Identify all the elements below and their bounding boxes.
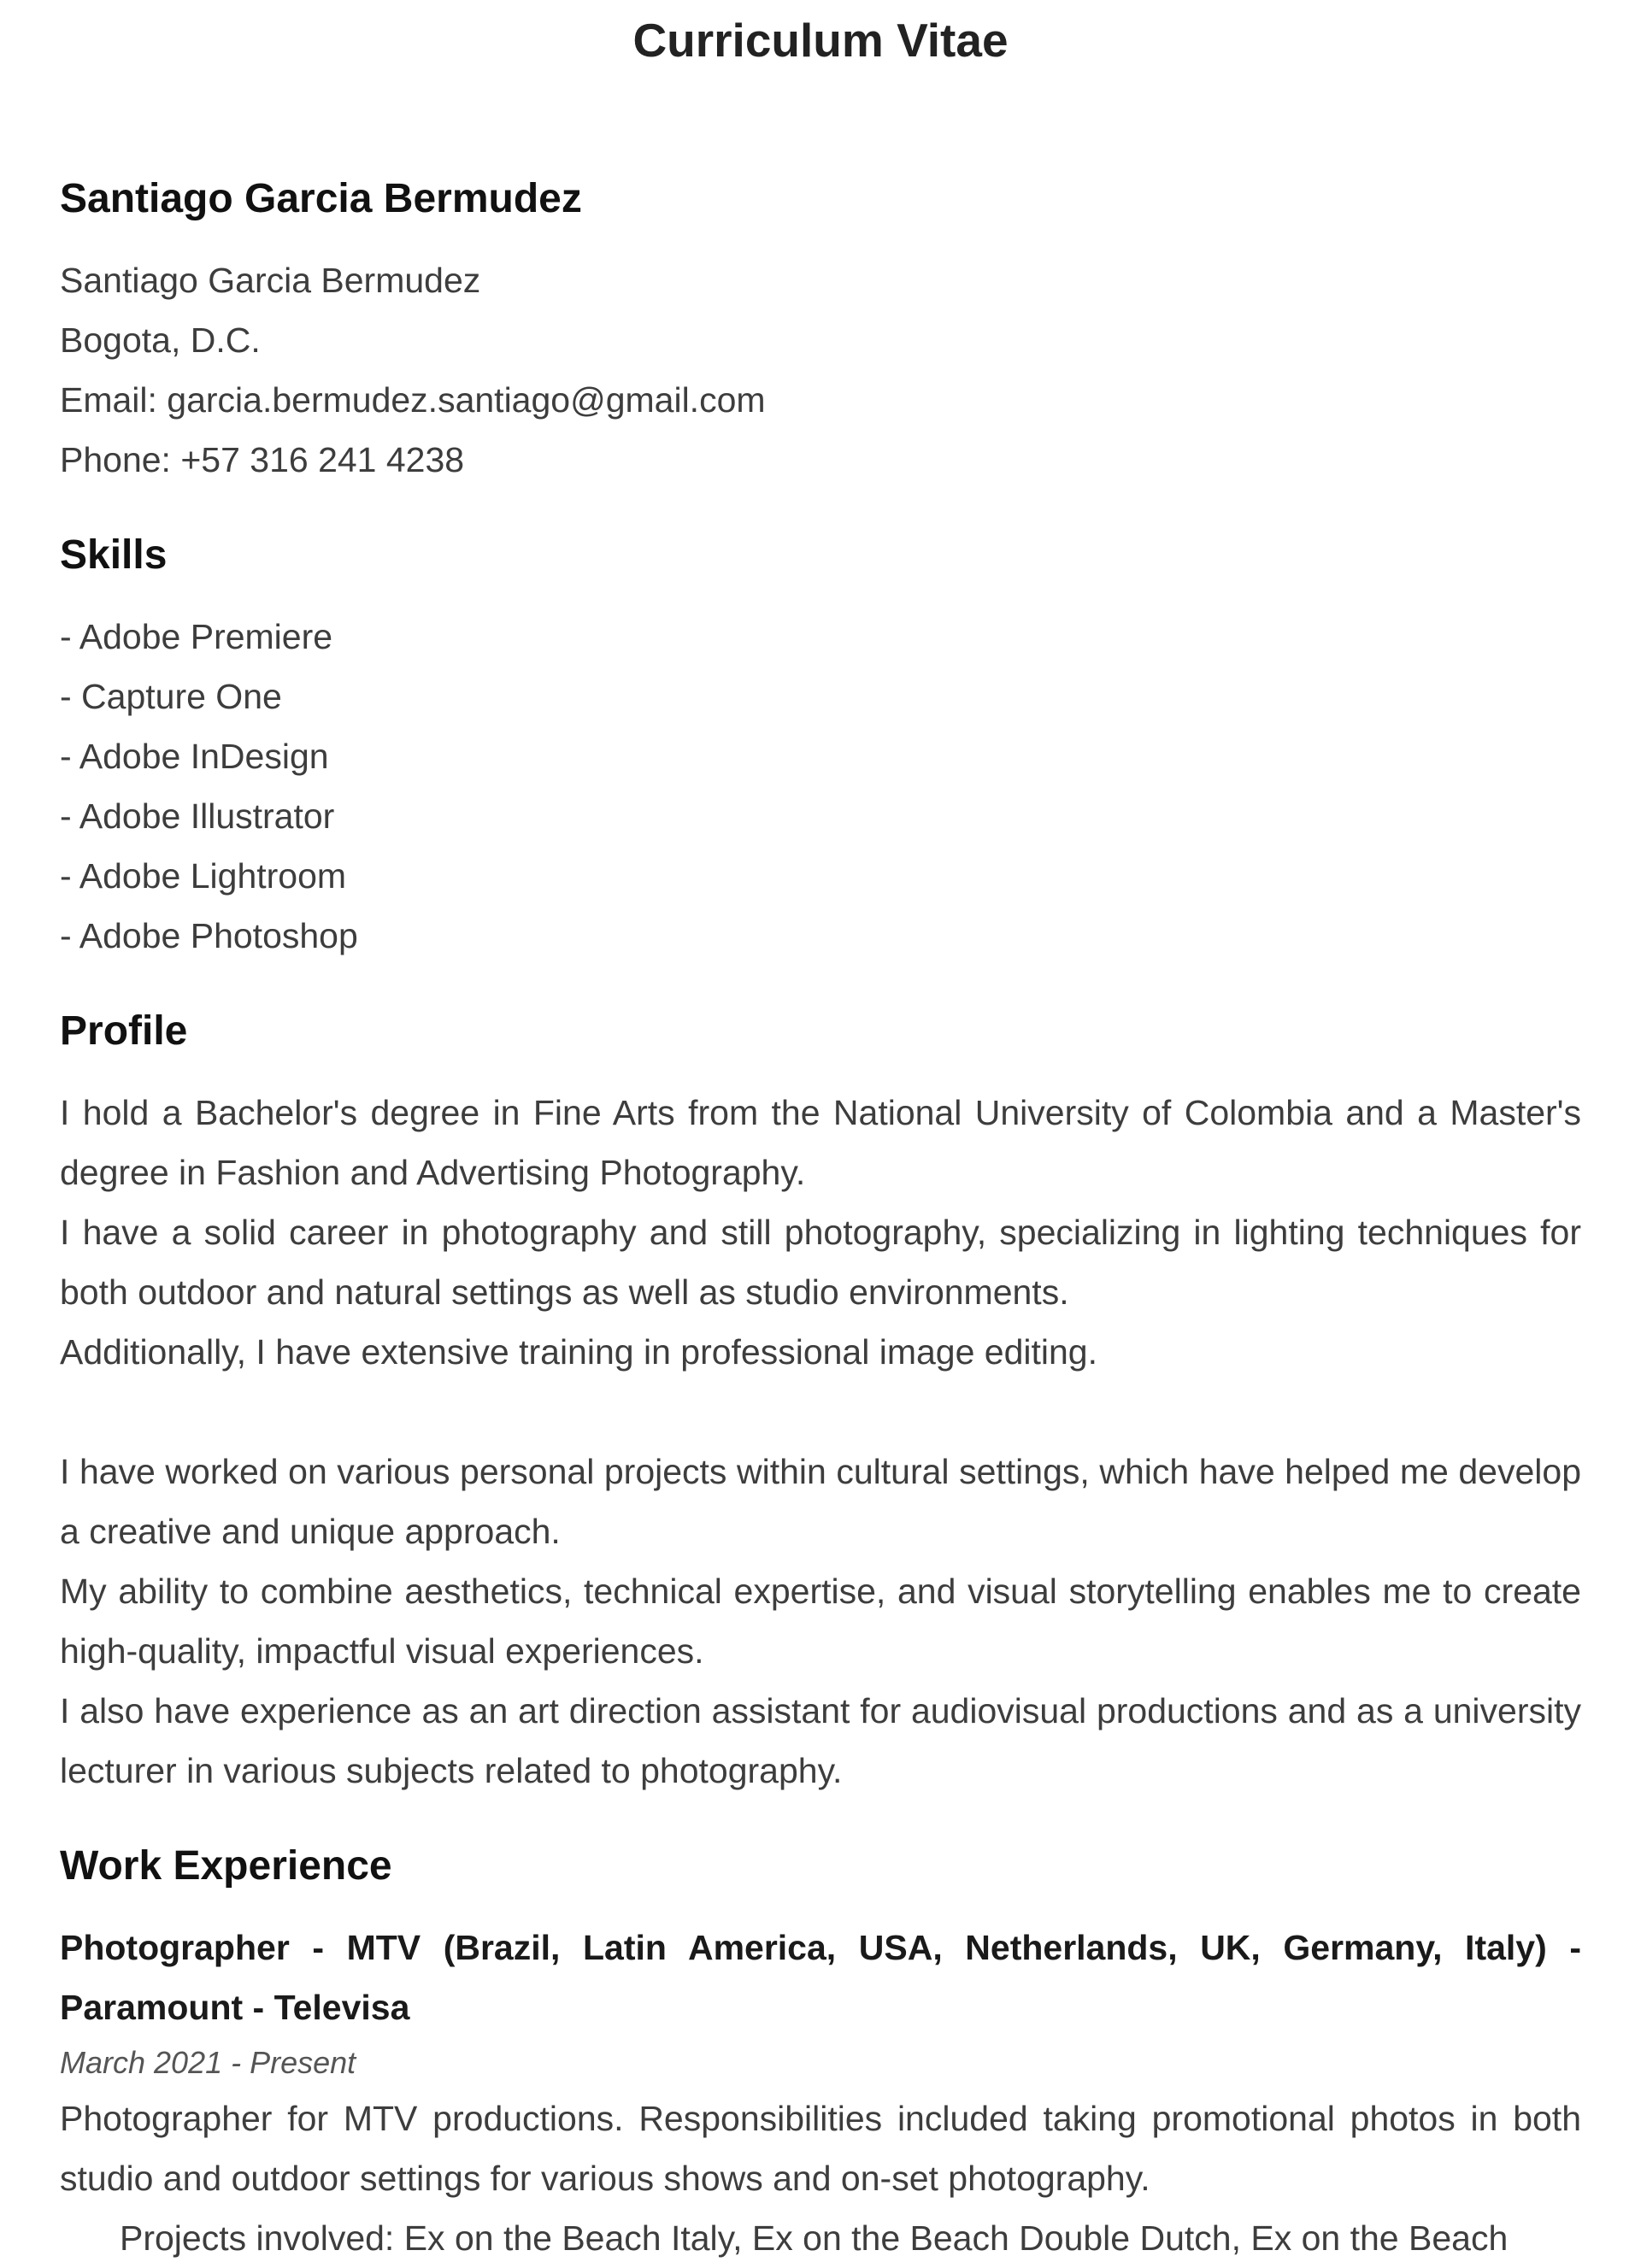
profile-paragraph: I hold a Bachelor's degree in Fine Arts from the National University of Colombia and a Master's degree in Fashion and Advertising Photography. <box>60 1093 1581 1192</box>
skill-item: - Adobe Photoshop <box>60 916 358 955</box>
job-entry <box>60 1918 1581 2268</box>
profile-paragraph: I have a solid career in photography and still photography, specializing in lighting techniques for both outdoor and natural settings as well as studio environments. <box>60 1213 1581 1312</box>
skills-heading: Skills <box>60 532 168 578</box>
name-heading: Santiago Garcia Bermudez <box>60 176 582 221</box>
job-description: Photographer for MTV productions. Responsibilities included taking promotional photos in both studio and outdoor settings for various shows and on-set photography. <box>60 2099 1581 2198</box>
contact-location: Bogota, D.C. <box>60 320 261 360</box>
skill-item: - Capture One <box>60 677 282 716</box>
contact-phone: Phone: +57 316 241 4238 <box>60 440 465 479</box>
profile-paragraph: I also have experience as an art direction assistant for audiovisual productions and as a university lecturer in various subjects related to photography. <box>60 1691 1581 1790</box>
skill-item: - Adobe Illustrator <box>60 796 335 836</box>
job-title: Photographer - MTV (Brazil, Latin America, USA, Netherlands, UK, Germany, Italy) - Paramount - Televisa <box>60 1928 1581 2027</box>
document-title: Curriculum Vitae <box>632 14 1009 67</box>
contact-name: Santiago Garcia Bermudez <box>60 261 481 300</box>
profile-heading: Profile <box>60 1008 188 1054</box>
work-experience-heading: Work Experience <box>60 1843 392 1889</box>
job-dates: March 2021 - Present <box>60 2045 356 2080</box>
contact-email: Email: garcia.bermudez.santiago@gmail.com <box>60 380 766 420</box>
skill-item: - Adobe InDesign <box>60 737 329 776</box>
profile-paragraph: Additionally, I have extensive training in professional image editing. <box>60 1332 1098 1372</box>
skill-item: - Adobe Premiere <box>60 617 333 656</box>
paragraph-spacer <box>60 1382 1581 1442</box>
profile-paragraph: My ability to combine aesthetics, technical expertise, and visual storytelling enables me to create high-quality, impactful visual experiences. <box>60 1572 1581 1671</box>
job-projects: Projects involved: Ex on the Beach Italy, Ex on the Beach Double Dutch, Ex on the Beach <box>120 2218 1509 2258</box>
skill-item: - Adobe Lightroom <box>60 856 347 896</box>
profile-paragraph: I have worked on various personal projects within cultural settings, which have helped me develop a creative and unique approach. <box>60 1452 1581 1551</box>
skills-list <box>60 607 1581 966</box>
contact-block <box>60 250 1581 490</box>
profile-block <box>60 1083 1581 1801</box>
